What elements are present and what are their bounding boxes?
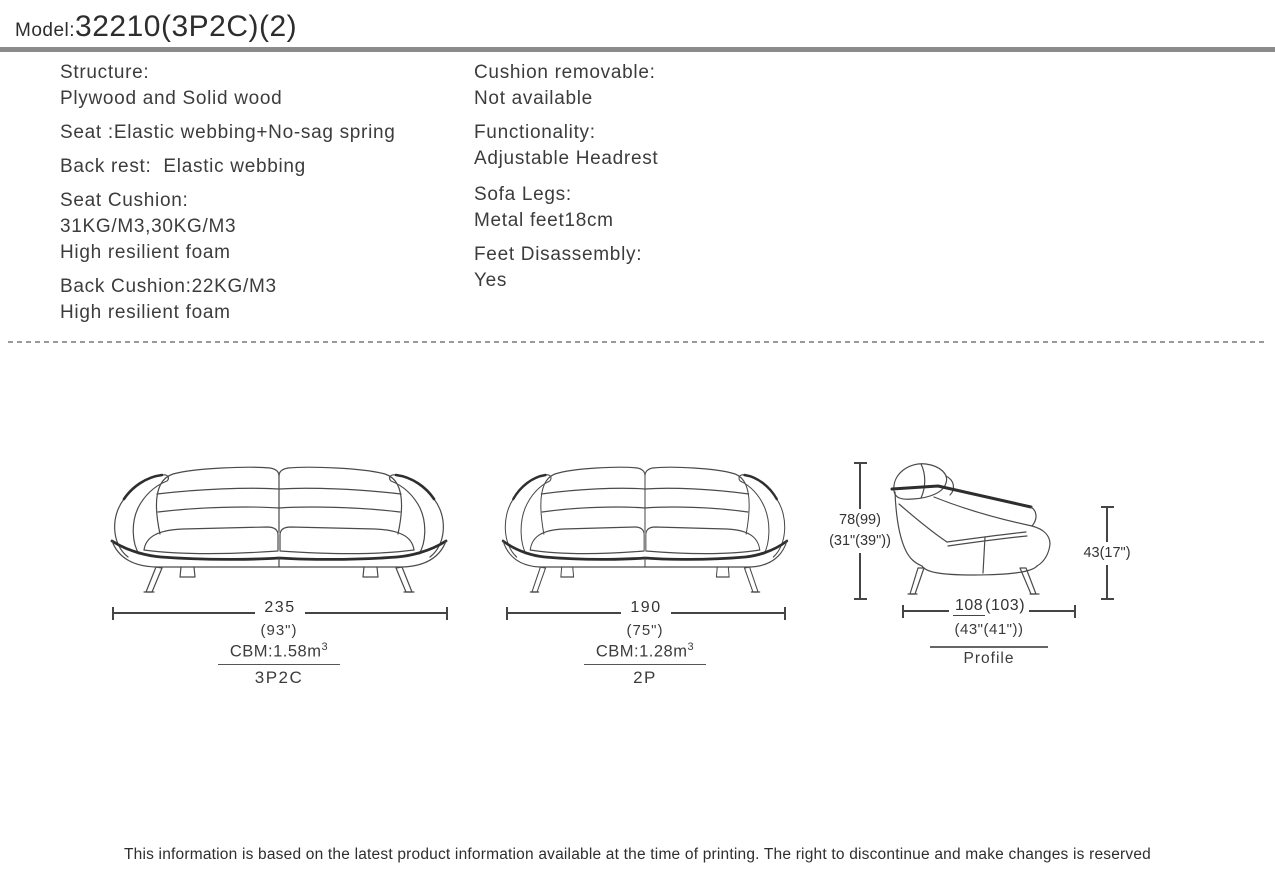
model-label: Model:: [15, 20, 76, 41]
dashed-divider: [8, 341, 1265, 343]
width-inches: (93"): [260, 622, 298, 639]
spec-feet-disassembly: [474, 242, 874, 294]
depth-cm-alt: (103): [985, 597, 1026, 614]
spec-line: Metal feet18cm: [474, 210, 614, 231]
dimension-tick: [1074, 605, 1076, 618]
spec-line: Back rest: Elastic webbing: [60, 156, 306, 177]
seat-height-dimension: [1072, 506, 1142, 600]
back-height-values: [829, 509, 891, 553]
figure-2p: [490, 460, 800, 688]
spec-line: Yes: [474, 270, 508, 291]
sofa-side-view-profile-drawing: [884, 455, 1084, 601]
width-dimension-3p2c: [112, 599, 448, 622]
spec-line: Plywood and Solid wood: [60, 88, 283, 109]
spec-line: Feet Disassembly:: [474, 244, 643, 265]
spec-line: Functionality:: [474, 122, 596, 143]
width-value: 190: [630, 599, 662, 616]
spec-line: Seat :Elastic webbing+No-sag spring: [60, 122, 396, 143]
spec-cushion-removable: [474, 60, 874, 112]
dimension-line: [508, 612, 621, 614]
cbm-exponent: 3: [321, 641, 329, 653]
footer-disclaimer: This information is based on the latest product information available at the time of printing. The right to discontinue and make changes is reserved: [123, 846, 1152, 863]
model-number: 32210(3P2C)(2): [75, 10, 298, 43]
cbm-exponent: 3: [687, 641, 695, 653]
dimension-line: [671, 612, 784, 614]
spec-line: Sofa Legs:: [474, 184, 572, 205]
dimension-line: [114, 612, 255, 614]
figure-3p2c: [96, 460, 462, 688]
spec-back-rest: [60, 154, 472, 180]
dimension-line: [1106, 565, 1108, 599]
cbm-value: [218, 640, 340, 665]
spec-functionality: [474, 120, 874, 172]
spec-line: High resilient foam: [60, 302, 231, 323]
figure-name-profile: Profile: [963, 650, 1015, 667]
figure-name: 3P2C: [254, 667, 304, 687]
depth-inches: (43"(41")): [954, 621, 1024, 638]
profile-label-underline: [930, 646, 1048, 648]
spec-seat: [60, 120, 472, 146]
cbm-text: CBM:1.28m: [595, 642, 688, 661]
spec-line: Back Cushion:22KG/M3: [60, 276, 277, 297]
spec-line: Seat Cushion:: [60, 190, 189, 211]
dimension-line: [1029, 610, 1074, 612]
spec-column-right: [474, 60, 874, 302]
width-dimension-2p: [506, 599, 786, 622]
width-inches: (75"): [626, 622, 664, 639]
spec-seat-cushion: [60, 188, 472, 266]
spec-line: Structure:: [60, 62, 150, 83]
spec-line: 31KG/M3,30KG/M3: [60, 216, 237, 237]
dimension-line: [904, 610, 949, 612]
dimension-line: [1106, 508, 1108, 542]
spec-structure: [60, 60, 472, 112]
spec-line: Adjustable Headrest: [474, 148, 659, 169]
dimension-tick: [446, 607, 448, 620]
dimension-tick: [854, 598, 867, 600]
page-title: [15, 10, 297, 44]
sofa-front-view-2p-drawing: [492, 460, 798, 596]
dimension-line: [859, 553, 861, 598]
dimension-tick: [1101, 598, 1114, 600]
figure-name: 2P: [633, 667, 657, 687]
title-underline-bar: [0, 47, 1275, 52]
back-height-cm: 78(99): [839, 512, 881, 528]
dimension-tick: [784, 607, 786, 620]
spec-line: Not available: [474, 88, 593, 109]
sofa-front-view-3p2c-drawing: [99, 460, 459, 596]
dimension-line: [859, 464, 861, 509]
spec-back-cushion: [60, 274, 472, 326]
depth-value: [949, 597, 1029, 615]
depth-cm: 108: [954, 597, 984, 614]
cbm-text: CBM:1.58m: [229, 642, 322, 661]
cbm-value: [584, 640, 706, 665]
dimension-line: [305, 612, 446, 614]
depth-dimension: [902, 597, 1076, 620]
spec-line: Cushion removable:: [474, 62, 656, 83]
width-value: 235: [264, 599, 296, 616]
back-height-inches: (31"(39")): [829, 533, 891, 549]
seat-height-value: 43(17"): [1083, 544, 1131, 561]
spec-column-left: [60, 60, 472, 334]
spec-line: High resilient foam: [60, 242, 231, 263]
spec-sofa-legs: [474, 182, 874, 234]
